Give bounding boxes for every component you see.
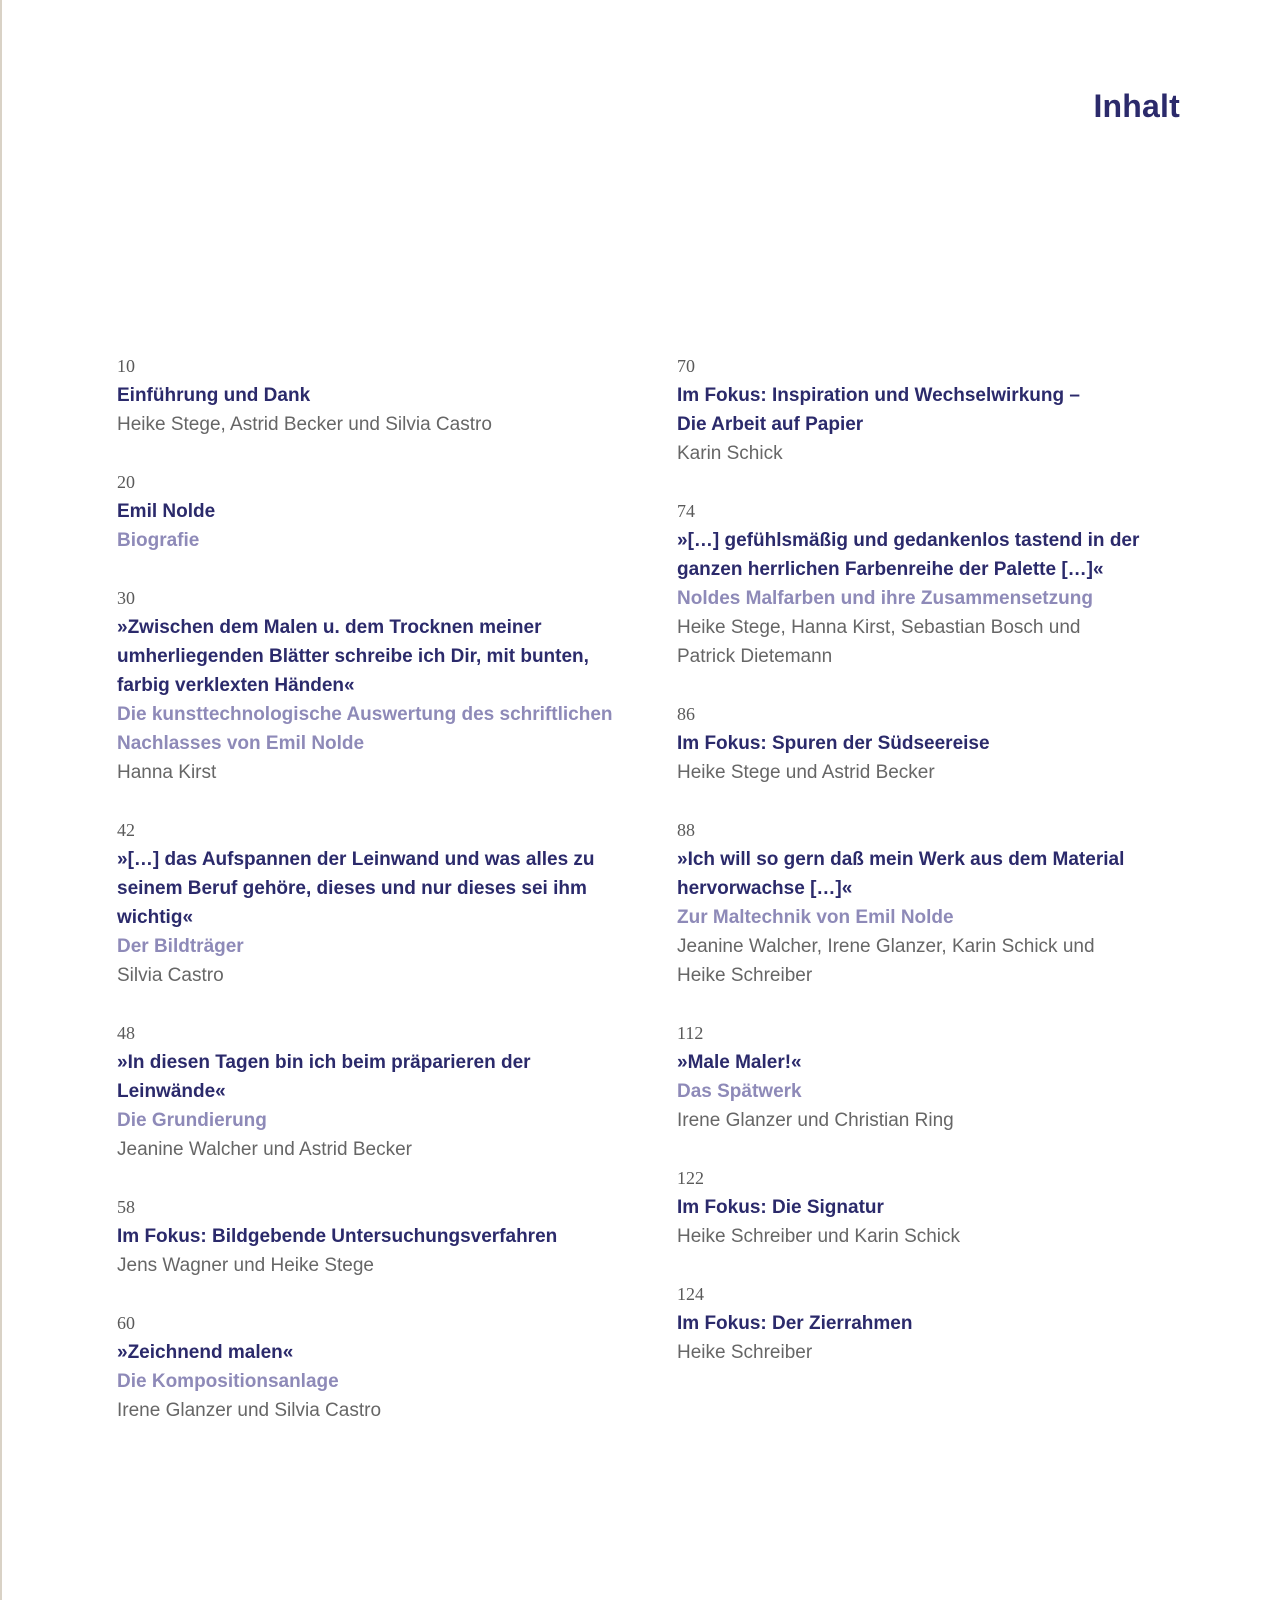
toc-page-number: 48: [117, 1023, 135, 1043]
toc-title-line: Im Fokus: Der Zierrahmen: [677, 1313, 913, 1334]
toc-subtitle-line: Die Kompositionsanlage: [117, 1371, 339, 1392]
toc-entry: [677, 1280, 1197, 1367]
toc-page-number: 42: [117, 820, 135, 840]
toc-title-line: umherliegenden Blätter schreibe ich Dir, mit bunten,: [117, 646, 589, 667]
toc-authors-line: Irene Glanzer und Christian Ring: [677, 1110, 954, 1131]
toc-authors-line: Jens Wagner und Heike Stege: [117, 1255, 375, 1276]
toc-page-number: 60: [117, 1313, 135, 1333]
toc-page-number: 10: [117, 356, 135, 376]
toc-column-left: [117, 352, 637, 1425]
toc-authors-line: Silvia Castro: [117, 965, 224, 986]
toc-title-line: Im Fokus: Bildgebende Untersuchungsverfahren: [117, 1226, 558, 1247]
toc-authors-line: Jeanine Walcher, Irene Glanzer, Karin Schick und: [677, 936, 1095, 957]
toc-authors-line: Hanna Kirst: [117, 762, 217, 783]
toc-title-line: farbig verklexten Händen«: [117, 675, 355, 696]
toc-entry: [117, 816, 637, 990]
toc-title-line: »Zeichnend malen«: [117, 1342, 294, 1363]
toc-authors-line: Heike Stege, Hanna Kirst, Sebastian Bosch und: [677, 617, 1081, 638]
toc-title-line: »[…] gefühlsmäßig und gedankenlos tastend in der: [677, 530, 1140, 551]
toc-page-number: 74: [677, 501, 695, 521]
toc-subtitle-line: Zur Maltechnik von Emil Nolde: [677, 907, 954, 928]
toc-entry: [677, 352, 1197, 468]
toc-authors-line: Heike Schreiber: [677, 965, 813, 986]
toc-page-number: 122: [677, 1168, 704, 1188]
toc-authors-line: Heike Schreiber und Karin Schick: [677, 1226, 961, 1247]
toc-authors-line: Jeanine Walcher und Astrid Becker: [117, 1139, 413, 1160]
toc-title-line: »Zwischen dem Malen u. dem Trocknen meiner: [117, 617, 542, 638]
toc-subtitle-line: Die kunsttechnologische Auswertung des schriftlichen: [117, 704, 613, 725]
toc-authors-line: Karin Schick: [677, 443, 783, 464]
toc-column-right: [677, 352, 1197, 1367]
page-title: Inhalt: [1093, 88, 1180, 124]
toc-entry: [677, 816, 1197, 990]
page-edge: [0, 0, 2, 1600]
toc-entry: [677, 497, 1197, 671]
toc-entry: [677, 1164, 1197, 1251]
toc-authors-line: Heike Stege und Astrid Becker: [677, 762, 935, 783]
toc-subtitle-line: Biografie: [117, 530, 200, 551]
toc-page-number: 88: [677, 820, 695, 840]
toc-title-line: seinem Beruf gehöre, dieses und nur dieses sei ihm: [117, 878, 587, 899]
toc-title-line: Die Arbeit auf Papier: [677, 414, 864, 435]
toc-title-line: Emil Nolde: [117, 501, 216, 522]
toc-title-line: hervorwachse […]«: [677, 878, 853, 899]
toc-page-number: 124: [677, 1284, 704, 1304]
toc-authors-line: Heike Stege, Astrid Becker und Silvia Castro: [117, 414, 492, 435]
toc-subtitle-line: Noldes Malfarben und ihre Zusammensetzung: [677, 588, 1093, 609]
toc-page-number: 30: [117, 588, 135, 608]
toc-authors-line: Irene Glanzer und Silvia Castro: [117, 1400, 382, 1421]
toc-entry: [677, 1019, 1197, 1135]
toc-authors-line: Patrick Dietemann: [677, 646, 833, 667]
toc-title-line: »[…] das Aufspannen der Leinwand und was alles zu: [117, 849, 595, 870]
toc-title-line: wichtig«: [117, 907, 194, 928]
toc-entry: [117, 1309, 637, 1425]
toc-entry: [117, 584, 637, 787]
toc-title-line: Im Fokus: Inspiration und Wechselwirkung –: [677, 385, 1080, 406]
toc-entry: [117, 1019, 637, 1164]
toc-page-number: 86: [677, 704, 695, 724]
toc-title-line: Im Fokus: Die Signatur: [677, 1197, 884, 1218]
toc-subtitle-line: Die Grundierung: [117, 1110, 267, 1131]
toc-authors-line: Heike Schreiber: [677, 1342, 813, 1363]
toc-subtitle-line: Nachlasses von Emil Nolde: [117, 733, 365, 754]
toc-title-line: Im Fokus: Spuren der Südseereise: [677, 733, 990, 754]
toc-entry: [117, 1193, 637, 1280]
toc-title-line: Leinwände«: [117, 1081, 226, 1102]
toc-page-number: 112: [677, 1023, 704, 1043]
toc-title-line: »Ich will so gern daß mein Werk aus dem Material: [677, 849, 1125, 870]
toc-title-line: Einführung und Dank: [117, 385, 311, 406]
toc-subtitle-line: Das Spätwerk: [677, 1081, 802, 1102]
toc-title-line: ganzen herrlichen Farbenreihe der Palette […]«: [677, 559, 1104, 580]
toc-entry: [677, 700, 1197, 787]
toc-page-number: 20: [117, 472, 135, 492]
toc-entry: [117, 352, 637, 439]
toc-page-number: 70: [677, 356, 695, 376]
toc-title-line: »In diesen Tagen bin ich beim präparieren der: [117, 1052, 531, 1073]
toc-page-number: 58: [117, 1197, 135, 1217]
toc-title-line: »Male Maler!«: [677, 1052, 802, 1073]
toc-entry: [117, 468, 637, 555]
toc-subtitle-line: Der Bildträger: [117, 936, 244, 957]
